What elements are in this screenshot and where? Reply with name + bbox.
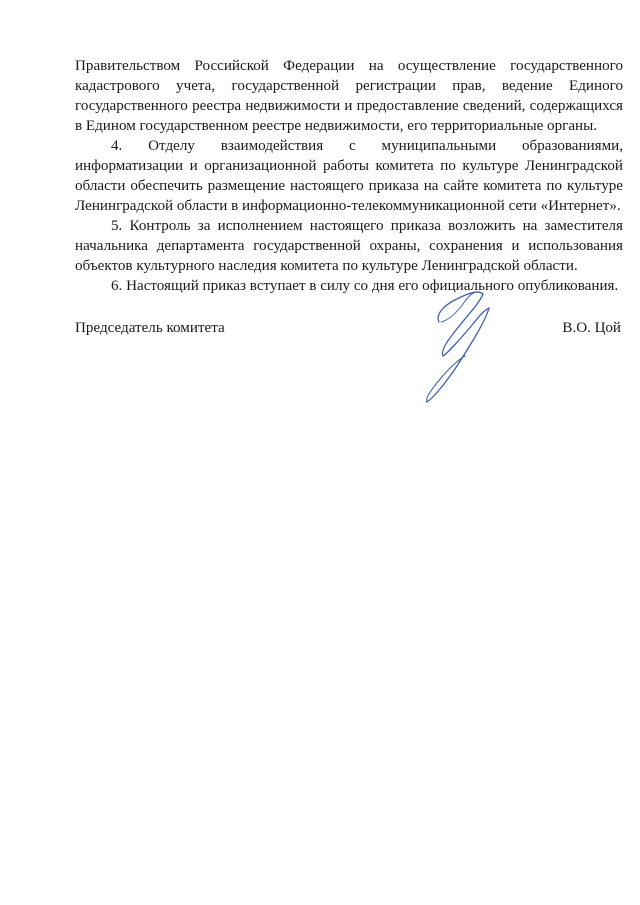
paragraph-item-4: 4. Отделу взаимодействия с муниципальными образованиями, информатизации и организационной работы комитета по культуре Ленинградской области обеспечить размещение настоящего приказа на сайте комитета по культуре Ленинградской области в информационно-телекоммуникационной сети «Интернет». — [75, 138, 623, 214]
signature-stroke-tail — [441, 292, 475, 322]
signature-stroke-upper — [427, 292, 489, 402]
paragraph-item-6: 6. Настоящий приказ вступает в силу со дня его официального опубликования. — [111, 278, 619, 294]
signature-block — [75, 318, 623, 342]
handwritten-signature-icon — [405, 282, 515, 407]
paragraph-item-5: 5. Контроль за исполнением настоящего приказа возложить на заместителя начальника департамента государственной охраны, сохранения и использования объектов культурного наследия комитета по культуре Ленинградской области. — [75, 218, 623, 274]
signer-name: В.О. Цой — [562, 320, 621, 336]
document-body — [75, 56, 623, 296]
paragraph-continuation: Правительством Российской Федерации на осуществление государственного кадастрового учета, государственной регистрации прав, ведение Единого государственного реестра недвижимости и предоставление сведений, содержащихся в Едином государственном реестре недвижимости, его территориальные органы. — [75, 58, 623, 134]
signer-title: Председатель комитета — [75, 320, 225, 336]
